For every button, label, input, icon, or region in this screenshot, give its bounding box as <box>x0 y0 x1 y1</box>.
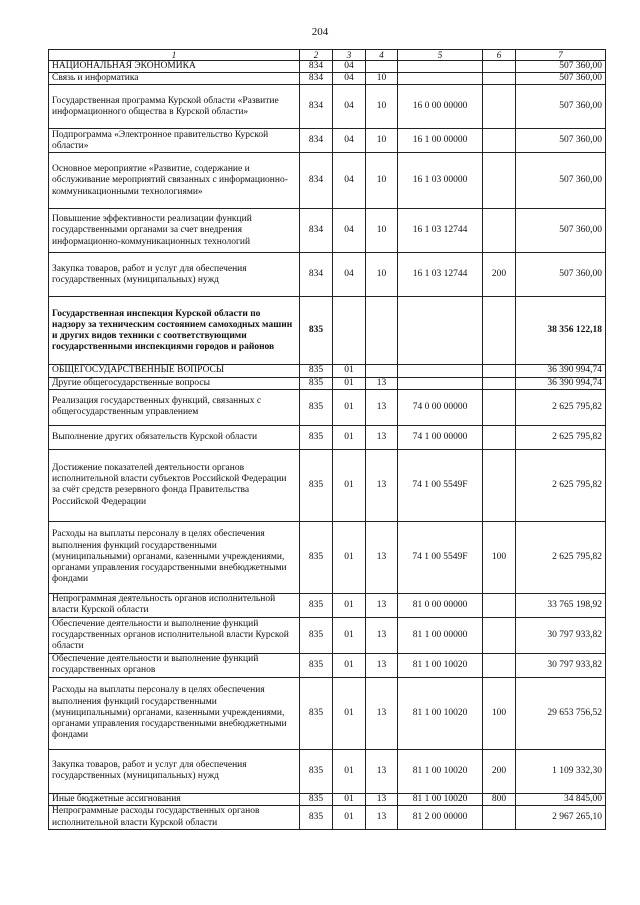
row-target-article-cell: 81 2 00 00000 <box>398 806 483 830</box>
row-subsection-cell <box>366 61 398 73</box>
row-target-article-cell: 16 1 03 12744 <box>398 253 483 297</box>
row-subsection-cell: 13 <box>366 617 398 653</box>
row-section-cell: 01 <box>333 365 366 377</box>
row-grbs-cell: 835 <box>300 521 333 593</box>
row-subsection-cell: 13 <box>366 377 398 389</box>
row-grbs-cell: 834 <box>300 209 333 253</box>
row-subsection-cell: 10 <box>366 209 398 253</box>
row-amount-cell: 30 797 933,82 <box>516 617 606 653</box>
row-name-cell: Непрограммные расходы государственных органов исполнительной власти Курской области <box>49 806 300 830</box>
row-target-article-cell: 81 1 00 10020 <box>398 749 483 793</box>
row-expense-type-cell <box>483 365 516 377</box>
row-subsection-cell: 13 <box>366 593 398 617</box>
row-grbs-cell: 835 <box>300 389 333 425</box>
row-section-cell: 01 <box>333 806 366 830</box>
row-subsection-cell: 10 <box>366 85 398 129</box>
row-name-cell: Связь и информатика <box>49 73 300 85</box>
row-subsection-cell: 10 <box>366 253 398 297</box>
row-grbs-cell: 834 <box>300 85 333 129</box>
row-section-cell: 01 <box>333 449 366 521</box>
row-section-cell: 04 <box>333 253 366 297</box>
table-row <box>49 521 606 593</box>
row-section-cell: 01 <box>333 425 366 449</box>
row-grbs-cell: 834 <box>300 253 333 297</box>
row-amount-cell: 507 360,00 <box>516 253 606 297</box>
row-subsection-cell: 10 <box>366 73 398 85</box>
header-cell: 1 <box>49 50 300 61</box>
row-amount-cell: 29 653 756,52 <box>516 677 606 749</box>
row-expense-type-cell <box>483 425 516 449</box>
row-amount-cell: 2 625 795,82 <box>516 449 606 521</box>
row-subsection-cell: 13 <box>366 521 398 593</box>
row-name-cell: Иные бюджетные ассигнования <box>49 793 300 805</box>
row-expense-type-cell: 200 <box>483 749 516 793</box>
row-subsection-cell: 13 <box>366 425 398 449</box>
row-name-cell: Другие общегосударственные вопросы <box>49 377 300 389</box>
row-target-article-cell: 74 0 00 00000 <box>398 389 483 425</box>
header-cell: 6 <box>483 50 516 61</box>
row-expense-type-cell <box>483 617 516 653</box>
row-amount-cell: 507 360,00 <box>516 85 606 129</box>
row-amount-cell: 33 765 198,92 <box>516 593 606 617</box>
row-section-cell: 04 <box>333 209 366 253</box>
table-row <box>49 377 606 389</box>
row-grbs-cell: 835 <box>300 377 333 389</box>
row-target-article-cell: 16 1 03 12744 <box>398 209 483 253</box>
row-section-cell: 01 <box>333 521 366 593</box>
row-grbs-cell: 835 <box>300 365 333 377</box>
row-target-article-cell <box>398 297 483 365</box>
row-expense-type-cell <box>483 73 516 85</box>
row-name-cell: НАЦИОНАЛЬНАЯ ЭКОНОМИКА <box>49 61 300 73</box>
row-subsection-cell: 13 <box>366 793 398 805</box>
row-target-article-cell: 16 0 00 00000 <box>398 85 483 129</box>
row-expense-type-cell <box>483 806 516 830</box>
row-grbs-cell: 835 <box>300 449 333 521</box>
row-section-cell: 01 <box>333 593 366 617</box>
page-number: 204 <box>311 26 329 38</box>
row-grbs-cell: 835 <box>300 653 333 677</box>
row-section-cell: 04 <box>333 85 366 129</box>
row-amount-cell: 36 390 994,74 <box>516 365 606 377</box>
table-row <box>49 129 606 153</box>
table-row <box>49 389 606 425</box>
row-amount-cell: 2 625 795,82 <box>516 389 606 425</box>
row-amount-cell: 30 797 933,82 <box>516 653 606 677</box>
row-amount-cell: 1 109 332,30 <box>516 749 606 793</box>
row-amount-cell: 2 625 795,82 <box>516 521 606 593</box>
row-name-cell: Основное мероприятие «Развитие, содержание и обслуживание мероприятий связанных с информационно-коммуникационными технологиями» <box>49 153 300 209</box>
row-target-article-cell: 16 1 03 00000 <box>398 153 483 209</box>
row-subsection-cell <box>366 365 398 377</box>
row-section-cell: 04 <box>333 153 366 209</box>
header-cell: 3 <box>333 50 366 61</box>
row-name-cell: Расходы на выплаты персоналу в целях обеспечения выполнения функций государственными (муниципальными) органами, казенными учреждениями, органами управления государственными внебюджетными фондами <box>49 677 300 749</box>
row-grbs-cell: 835 <box>300 297 333 365</box>
row-subsection-cell: 13 <box>366 449 398 521</box>
row-target-article-cell: 81 0 00 00000 <box>398 593 483 617</box>
row-name-cell: ОБЩЕГОСУДАРСТВЕННЫЕ ВОПРОСЫ <box>49 365 300 377</box>
row-amount-cell: 507 360,00 <box>516 129 606 153</box>
row-amount-cell: 2 967 265,10 <box>516 806 606 830</box>
row-target-article-cell: 74 1 00 5549F <box>398 521 483 593</box>
row-grbs-cell: 835 <box>300 617 333 653</box>
table-row <box>49 253 606 297</box>
row-expense-type-cell: 800 <box>483 793 516 805</box>
table-row <box>49 749 606 793</box>
row-section-cell: 04 <box>333 73 366 85</box>
row-expense-type-cell <box>483 61 516 73</box>
row-grbs-cell: 835 <box>300 749 333 793</box>
row-subsection-cell: 13 <box>366 806 398 830</box>
row-subsection-cell: 10 <box>366 153 398 209</box>
table-row <box>49 73 606 85</box>
row-subsection-cell: 13 <box>366 749 398 793</box>
row-section-cell: 01 <box>333 389 366 425</box>
row-amount-cell: 507 360,00 <box>516 73 606 85</box>
table-row <box>49 365 606 377</box>
row-expense-type-cell: 100 <box>483 521 516 593</box>
row-grbs-cell: 835 <box>300 425 333 449</box>
header-cell: 4 <box>366 50 398 61</box>
row-subsection-cell: 10 <box>366 129 398 153</box>
row-amount-cell: 34 845,00 <box>516 793 606 805</box>
row-amount-cell: 38 356 122,18 <box>516 297 606 365</box>
row-target-article-cell: 81 1 00 10020 <box>398 677 483 749</box>
header-cell: 2 <box>300 50 333 61</box>
row-amount-cell: 507 360,00 <box>516 209 606 253</box>
row-target-article-cell: 81 1 00 10020 <box>398 793 483 805</box>
table-row <box>49 85 606 129</box>
table-row <box>49 425 606 449</box>
row-amount-cell: 507 360,00 <box>516 61 606 73</box>
row-amount-cell: 507 360,00 <box>516 153 606 209</box>
row-target-article-cell <box>398 365 483 377</box>
row-subsection-cell <box>366 297 398 365</box>
row-target-article-cell <box>398 73 483 85</box>
row-amount-cell: 2 625 795,82 <box>516 425 606 449</box>
row-expense-type-cell <box>483 209 516 253</box>
row-name-cell: Расходы на выплаты персоналу в целях обеспечения выполнения функций государственными (муниципальными) органами, казенными учреждениями, органами управления государственными внебюджетными фондами <box>49 521 300 593</box>
row-grbs-cell: 835 <box>300 806 333 830</box>
row-expense-type-cell <box>483 85 516 129</box>
row-subsection-cell: 13 <box>366 389 398 425</box>
table-row <box>49 653 606 677</box>
row-name-cell: Государственная инспекция Курской области по надзору за техническим состоянием самоходных машин и других видов техники с соответствующими государственными инспекциями городов и районов <box>49 297 300 365</box>
row-name-cell: Обеспечение деятельности и выполнение функций государственных органов исполнительной власти Курской области <box>49 617 300 653</box>
row-name-cell: Закупка товаров, работ и услуг для обеспечения государственных (муниципальных) нужд <box>49 253 300 297</box>
row-grbs-cell: 835 <box>300 677 333 749</box>
row-expense-type-cell <box>483 129 516 153</box>
header-cell: 5 <box>398 50 483 61</box>
row-grbs-cell: 834 <box>300 153 333 209</box>
row-target-article-cell: 16 1 00 00000 <box>398 129 483 153</box>
table-row <box>49 677 606 749</box>
row-section-cell: 01 <box>333 653 366 677</box>
row-expense-type-cell <box>483 389 516 425</box>
row-name-cell: Обеспечение деятельности и выполнение функций государственных органов <box>49 653 300 677</box>
table-row <box>49 617 606 653</box>
row-expense-type-cell <box>483 297 516 365</box>
row-section-cell: 01 <box>333 793 366 805</box>
row-section-cell: 01 <box>333 377 366 389</box>
table-row <box>49 793 606 805</box>
row-grbs-cell: 835 <box>300 593 333 617</box>
row-expense-type-cell: 100 <box>483 677 516 749</box>
row-section-cell: 04 <box>333 129 366 153</box>
row-subsection-cell: 13 <box>366 653 398 677</box>
table-row <box>49 209 606 253</box>
row-grbs-cell: 834 <box>300 61 333 73</box>
row-amount-cell: 36 390 994,74 <box>516 377 606 389</box>
table-row <box>49 449 606 521</box>
row-expense-type-cell <box>483 653 516 677</box>
row-section-cell: 01 <box>333 749 366 793</box>
row-expense-type-cell <box>483 377 516 389</box>
table-row <box>49 153 606 209</box>
row-target-article-cell <box>398 61 483 73</box>
row-target-article-cell: 74 1 00 00000 <box>398 425 483 449</box>
row-target-article-cell: 74 1 00 5549F <box>398 449 483 521</box>
row-name-cell: Закупка товаров, работ и услуг для обеспечения государственных (муниципальных) нужд <box>49 749 300 793</box>
row-target-article-cell: 81 1 00 00000 <box>398 617 483 653</box>
row-subsection-cell: 13 <box>366 677 398 749</box>
row-target-article-cell <box>398 377 483 389</box>
table-header-row <box>49 50 606 61</box>
row-name-cell: Государственная программа Курской области «Развитие информационного общества в Курской области» <box>49 85 300 129</box>
row-expense-type-cell <box>483 153 516 209</box>
row-name-cell: Достижение показателей деятельности органов исполнительной власти субъектов Российской Федерации за счёт средств резервного фонда Правительства Российской Федерации <box>49 449 300 521</box>
row-section-cell: 01 <box>333 617 366 653</box>
row-grbs-cell: 834 <box>300 73 333 85</box>
table-row <box>49 806 606 830</box>
row-name-cell: Повышение эффективности реализации функций государственными органами за счет внедрения информационно-коммуникационных технологий <box>49 209 300 253</box>
row-section-cell: 01 <box>333 677 366 749</box>
header-cell: 7 <box>516 50 606 61</box>
row-name-cell: Непрограммная деятельность органов исполнительной власти Курской области <box>49 593 300 617</box>
row-target-article-cell: 81 1 00 10020 <box>398 653 483 677</box>
row-grbs-cell: 835 <box>300 793 333 805</box>
row-expense-type-cell: 200 <box>483 253 516 297</box>
row-section-cell <box>333 297 366 365</box>
row-expense-type-cell <box>483 593 516 617</box>
row-name-cell: Выполнение других обязательств Курской области <box>49 425 300 449</box>
row-grbs-cell: 834 <box>300 129 333 153</box>
table-row <box>49 297 606 365</box>
table-row <box>49 593 606 617</box>
budget-table <box>48 49 606 830</box>
row-section-cell: 04 <box>333 61 366 73</box>
table-row <box>49 61 606 73</box>
row-name-cell: Подпрограмма «Электронное правительство Курской области» <box>49 129 300 153</box>
row-name-cell: Реализация государственных функций, связанных с общегосударственным управлением <box>49 389 300 425</box>
row-expense-type-cell <box>483 449 516 521</box>
